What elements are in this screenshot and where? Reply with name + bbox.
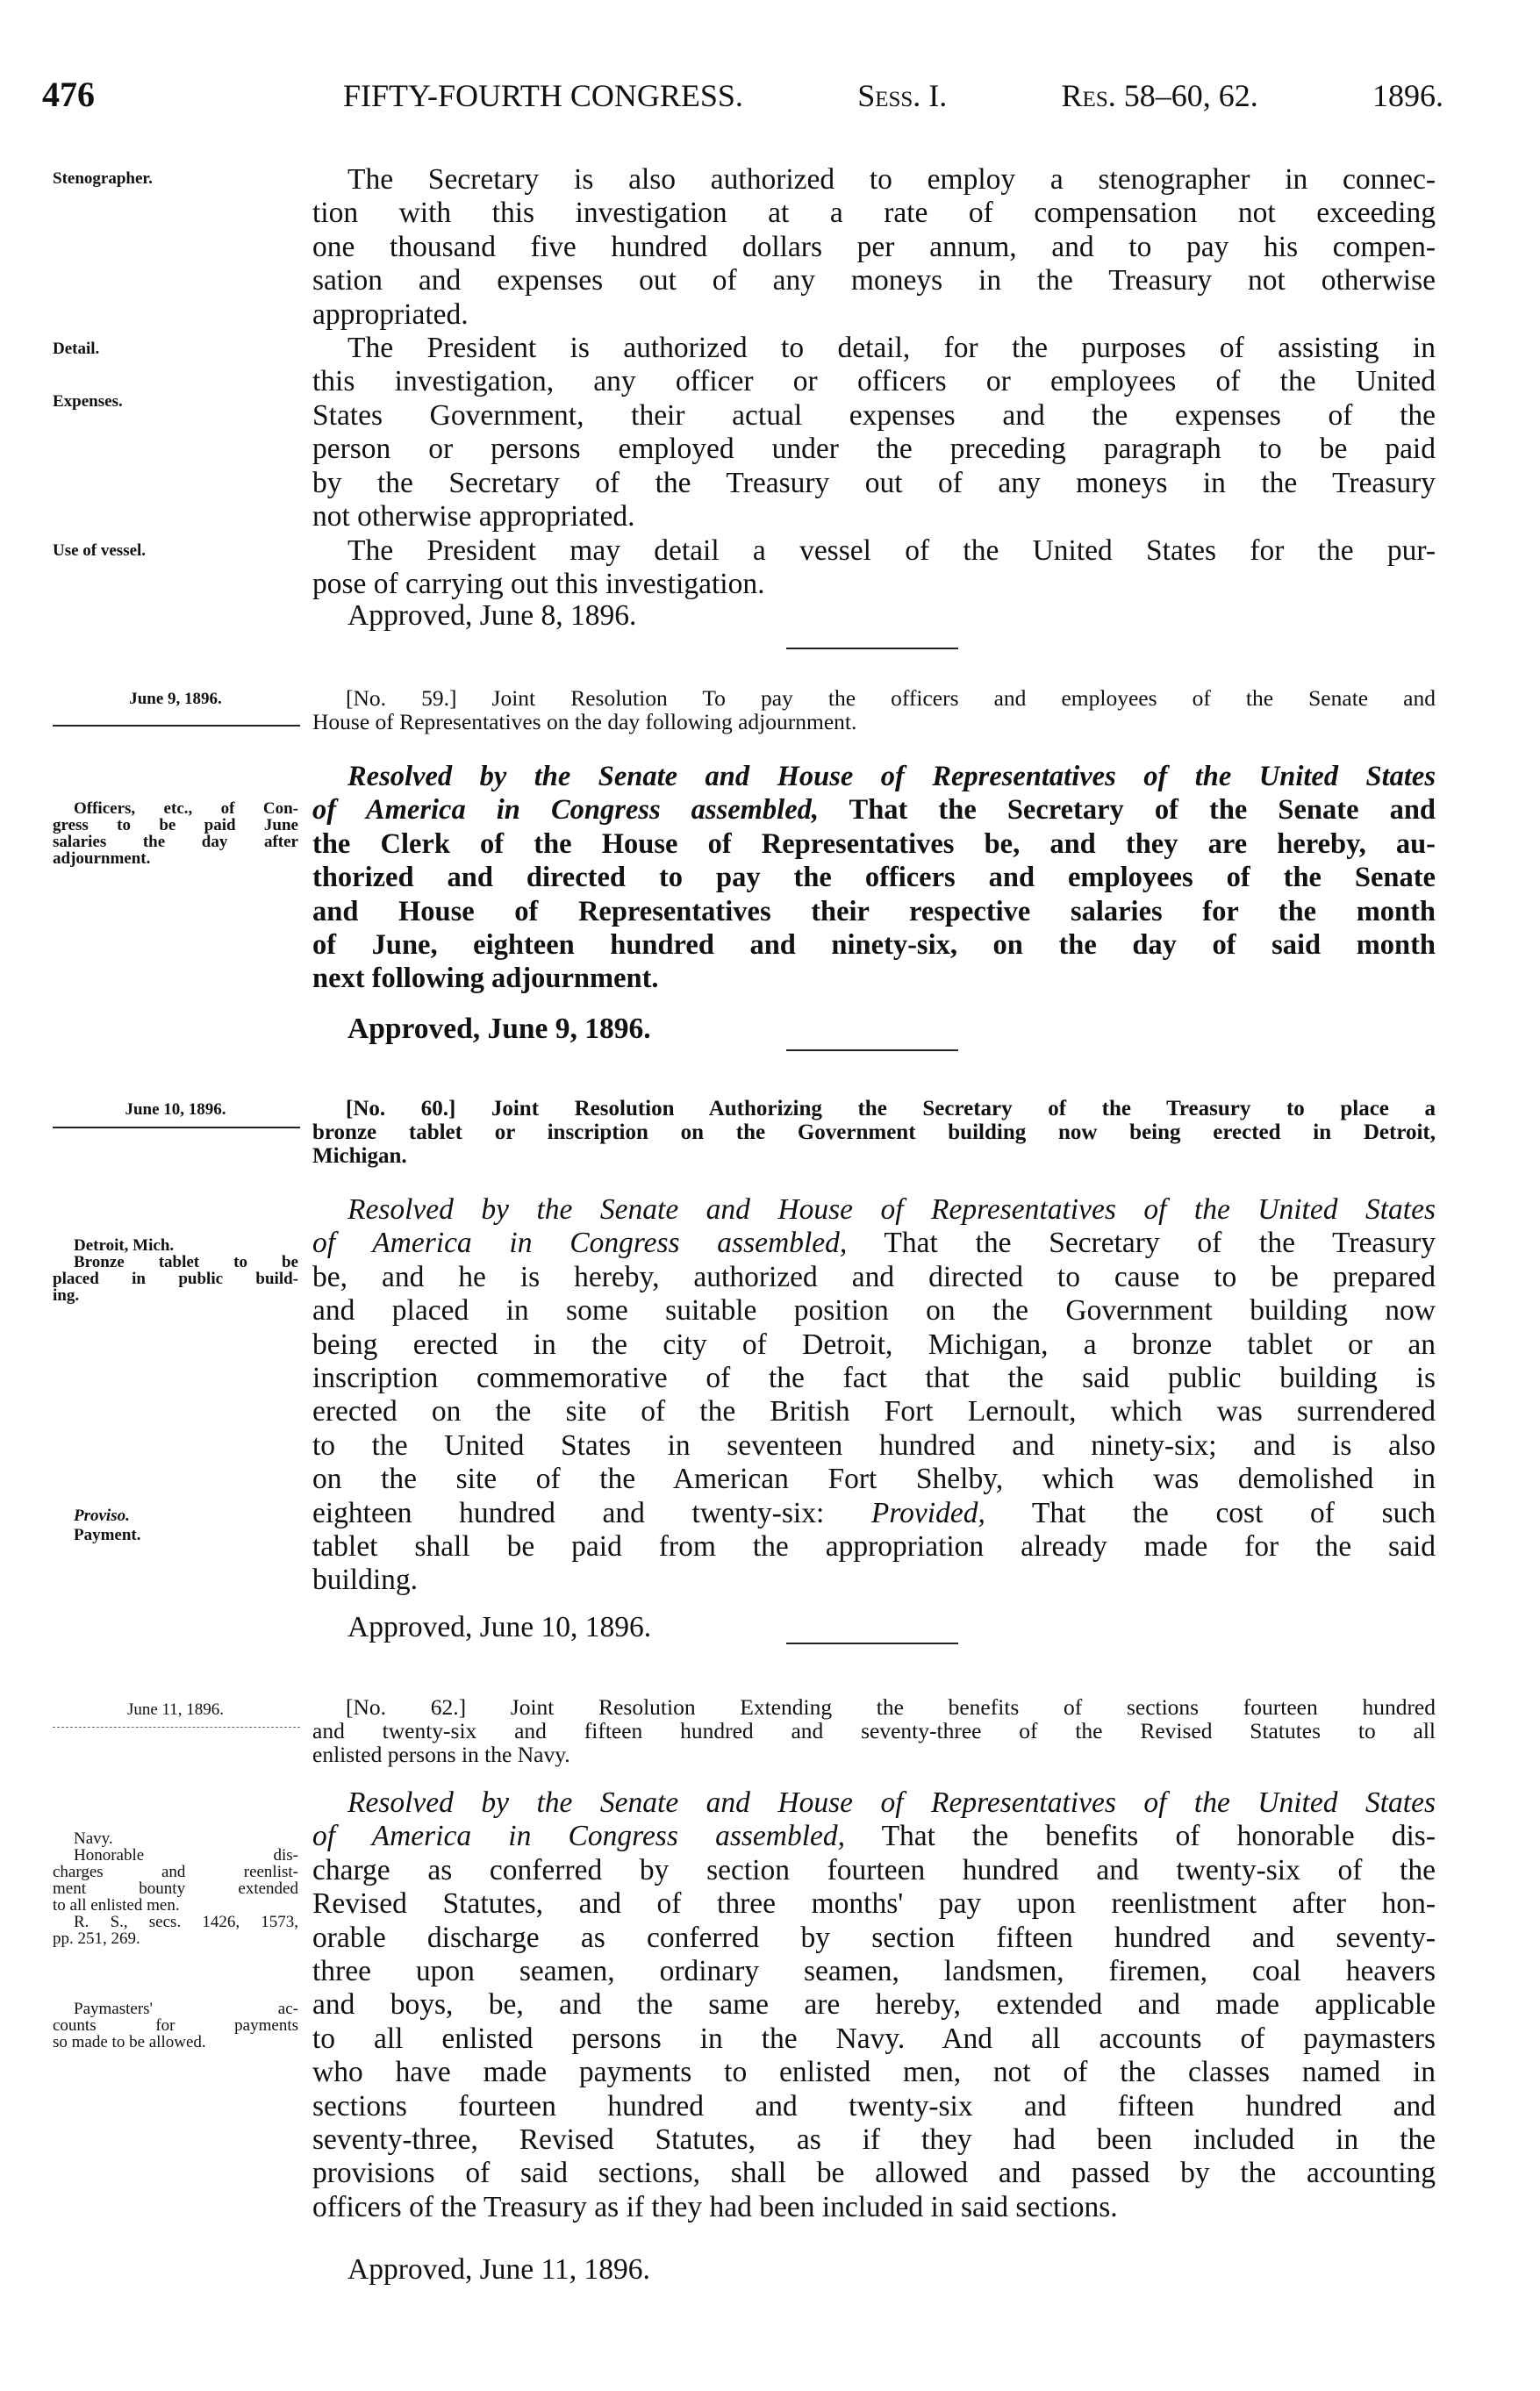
text-segment: [No. 59.] Joint Resolution To pay the officers and employees of the Senate and <box>346 685 1436 711</box>
text-segment: by the Secretary of the Treasury out of any moneys in the Treasury <box>312 466 1436 499</box>
margin-note-vessel <box>53 542 298 559</box>
text-line <box>312 163 1436 197</box>
text-segment: That the Secretary of the Senate and <box>819 794 1436 827</box>
text-line: ment bounty extended <box>53 1879 298 1898</box>
text-line <box>312 1922 1436 1955</box>
text-line <box>312 568 1436 601</box>
text-segment: provisions of said sections, shall be allowed and passed by the accounting <box>312 2157 1436 2190</box>
text-segment: House of Representatives on the day following adjournment. <box>312 709 857 734</box>
date-june-11: June 11, 1896. <box>126 1700 225 1719</box>
text-line <box>312 1564 1436 1597</box>
text-segment: officers of the Treasury as if they had been included in said sections. <box>312 2190 1118 2223</box>
text-line: counts for payments <box>53 2016 298 2035</box>
margin-note-honorable-discharge <box>53 1847 298 1914</box>
text-line <box>312 1530 1436 1564</box>
margin-note-revised-statutes <box>53 1914 298 1947</box>
text-line <box>312 1955 1436 1988</box>
text-line: Paymasters' ac- <box>74 2000 298 2018</box>
paragraph-stenographer <box>312 163 1436 332</box>
text-line: Stenographer. <box>53 169 153 188</box>
text-line <box>312 1463 1436 1496</box>
text-segment: to the United States in seventeen hundred and ninety-six; and is also <box>312 1428 1436 1462</box>
text-segment: Revised Statutes, and of three months' pay upon reenlistment after hon- <box>312 1887 1436 1921</box>
text-line <box>312 861 1436 894</box>
text-line <box>312 1362 1436 1395</box>
text-line <box>312 399 1436 433</box>
text-line <box>312 1786 1436 1820</box>
text-line <box>312 1261 1436 1294</box>
text-segment: and twenty-six and fifteen hundred and seventy-three of the Revised Statutes to all <box>312 1718 1436 1743</box>
divider <box>786 1049 958 1051</box>
text-segment: on the site of the American Fort Shelby, which was demolished in <box>312 1463 1436 1496</box>
text-segment: next following adjournment. <box>312 963 659 995</box>
text-segment: inscription commemorative of the fact that the said public building is <box>312 1361 1436 1394</box>
text-segment: sation and expenses out of any moneys in the Treasury not otherwise <box>312 264 1436 297</box>
italic-text: Provided, <box>870 1496 985 1529</box>
text-line <box>312 1120 1436 1144</box>
text-line <box>312 2090 1436 2123</box>
text-segment: tion with this investigation at a rate of compensation not exceeding <box>312 197 1436 230</box>
text-line: gress to be paid June <box>53 816 298 834</box>
text-line <box>312 1294 1436 1328</box>
text-segment: three upon seamen, ordinary seamen, landsmen, firemen, coal heavers <box>312 1954 1436 1987</box>
text-segment: be, and he is hereby, authorized and directed to cause to be prepared <box>312 1260 1436 1293</box>
italic-text: Resolved by the Senate and House of Representatives of the United States <box>347 1193 1436 1226</box>
text-segment: orable discharge as conferred by section fifteen hundred and seventy- <box>312 1921 1436 1954</box>
text-line <box>312 895 1436 928</box>
text-line <box>312 1887 1436 1921</box>
text-line: to all enlisted men. <box>53 1896 180 1915</box>
margin-note-bronze-tablet <box>53 1254 298 1304</box>
text-line: Bronze tablet to be <box>74 1253 298 1271</box>
paragraph-vessel <box>312 534 1436 602</box>
resolution-60-text <box>312 1193 1436 1598</box>
divider <box>786 1643 958 1644</box>
resolution-62-text <box>312 1786 1436 2224</box>
text-line: R. S., secs. 1426, 1573, <box>74 1913 298 1931</box>
text-line <box>312 534 1436 568</box>
text-segment: charge as conferred by section fourteen hundred and twenty-six of the <box>312 1853 1436 1886</box>
running-head-congress: FIFTY-FOURTH CONGRESS. <box>343 78 743 113</box>
margin-note-detroit <box>74 1237 319 1254</box>
resolution-60-title <box>312 1097 1436 1168</box>
text-segment: to all enlisted persons in the Navy. And all accounts of paymasters <box>312 2022 1436 2055</box>
text-segment: not otherwise appropriated. <box>312 499 635 533</box>
text-line <box>312 433 1436 466</box>
margin-note-stenographer <box>53 170 298 187</box>
date-june-10: June 10, 1896. <box>125 1100 226 1119</box>
text-line <box>312 1988 1436 2022</box>
text-line <box>312 1193 1436 1227</box>
text-segment: appropriated. <box>312 297 469 331</box>
text-segment: That the Secretary of the Treasury <box>847 1227 1436 1260</box>
text-line <box>312 962 1436 995</box>
text-line <box>312 231 1436 264</box>
text-line <box>312 1854 1436 1887</box>
resolution-59-title <box>312 686 1436 734</box>
running-head-year: 1896. <box>1372 78 1443 113</box>
text-segment: That the benefits of honorable dis- <box>845 1820 1436 1853</box>
text-segment: and placed in some suitable position on the Government building now <box>312 1294 1436 1328</box>
text-line <box>312 1328 1436 1362</box>
text-segment: [No. 60.] Joint Resolution Authorizing the Secretary of the Treasury to place a <box>346 1097 1436 1120</box>
italic-text: Resolved by the Senate and House of Representatives of the United States <box>347 1786 1436 1819</box>
text-segment: pose of carrying out this investigation. <box>312 568 765 601</box>
text-segment: bronze tablet or inscription on the Government building now being erected in Detroit, <box>312 1120 1436 1144</box>
text-segment: erected on the site of the British Fort Lernoult, which was surrendered <box>312 1395 1436 1428</box>
text-segment: who have made payments to enlisted men, not of the classes named in <box>312 2056 1436 2089</box>
text-segment: enlisted persons in the Navy. <box>312 1742 570 1767</box>
divider <box>53 725 300 727</box>
text-line <box>312 2123 1436 2157</box>
text-segment: tablet shall be paid from the appropriation already made for the said <box>312 1529 1436 1563</box>
text-line <box>312 2056 1436 2089</box>
text-line: Navy. <box>74 1829 113 1848</box>
text-segment: eighteen hundred and twenty-six: <box>312 1496 871 1529</box>
text-line <box>312 1395 1436 1428</box>
text-line <box>312 827 1436 861</box>
text-segment: Michigan. <box>312 1144 407 1168</box>
italic-text: Resolved by the Senate and House of Representatives of the United States <box>347 761 1436 792</box>
text-line <box>312 1227 1436 1260</box>
text-segment: [No. 62.] Joint Resolution Extending the benefits of sections fourteen hundred <box>346 1694 1436 1720</box>
text-segment: seventy-three, Revised Statutes, as if they had been included in the <box>312 2123 1436 2156</box>
date-june-9: June 9, 1896. <box>129 690 222 708</box>
margin-note-proviso <box>74 1507 319 1524</box>
text-segment: person or persons employed under the preceding paragraph to be paid <box>312 433 1436 466</box>
text-segment: States Government, their actual expenses and the expenses of the <box>312 398 1436 432</box>
running-head <box>343 77 1443 114</box>
text-line: Honorable dis- <box>74 1846 298 1865</box>
text-line: adjournment. <box>53 849 151 868</box>
margin-note-navy <box>74 1830 319 1847</box>
text-line: Expenses. <box>53 392 123 411</box>
text-line <box>312 1743 1436 1766</box>
divider <box>53 1127 300 1128</box>
text-line <box>312 467 1436 500</box>
text-line <box>312 1144 1436 1168</box>
text-line <box>312 793 1436 827</box>
text-line: Detroit, Mich. <box>74 1236 175 1255</box>
text-line: Payment. <box>74 1526 141 1544</box>
text-segment: this investigation, any officer or officers or employees of the United <box>312 365 1436 398</box>
text-line <box>312 1695 1436 1719</box>
text-segment: and House of Representatives their respective salaries for the month <box>312 895 1436 927</box>
text-line <box>312 332 1436 365</box>
text-segment: sections fourteen hundred and twenty-six and fifteen hundred and <box>312 2089 1436 2123</box>
text-line: Detail. <box>53 340 100 358</box>
divider <box>53 1727 300 1728</box>
margin-note-detail <box>53 340 298 357</box>
text-line <box>312 1097 1436 1120</box>
text-line: Proviso. <box>74 1507 130 1525</box>
italic-text: of America in Congress assembled, <box>312 1227 848 1260</box>
text-segment: building. <box>312 1564 419 1597</box>
text-segment: The President may detail a vessel of the United States for the pur- <box>347 534 1436 567</box>
text-line: Use of vessel. <box>53 541 147 560</box>
text-line <box>312 2022 1436 2056</box>
approved-june-10: Approved, June 10, 1896. <box>347 1611 652 1643</box>
margin-note-payment <box>74 1527 319 1543</box>
text-line: placed in public build- <box>53 1270 298 1288</box>
text-line <box>312 264 1436 297</box>
approved-june-8: Approved, June 8, 1896. <box>347 599 637 632</box>
resolution-62-title <box>312 1695 1436 1766</box>
text-line <box>312 1497 1436 1530</box>
text-line <box>312 1429 1436 1463</box>
approved-june-11: Approved, June 11, 1896. <box>347 2253 650 2286</box>
italic-text: of America in Congress assembled, <box>312 794 820 827</box>
running-head-resolutions: Res. 58–60, 62. <box>1061 78 1258 113</box>
running-head-session: Sess. I. <box>857 78 948 113</box>
text-line: pp. 251, 269. <box>53 1929 140 1948</box>
text-line <box>312 760 1436 793</box>
text-segment: The Secretary is also authorized to employ a stenographer in connec- <box>347 163 1436 196</box>
text-line <box>312 928 1436 962</box>
resolution-59-text <box>312 760 1436 996</box>
text-line <box>312 686 1436 710</box>
italic-text: of America in Congress assembled, <box>312 1820 846 1853</box>
text-segment: The President is authorized to detail, for the purposes of assisting in <box>347 332 1436 364</box>
text-line: ing. <box>53 1286 80 1305</box>
margin-note-officers <box>53 800 298 867</box>
text-segment: the Clerk of the House of Representatives be, and they are hereby, au- <box>312 827 1436 860</box>
divider <box>786 648 958 649</box>
margin-note-expenses <box>53 393 298 410</box>
text-line <box>312 500 1436 533</box>
text-line <box>312 197 1436 230</box>
text-line <box>312 710 1436 734</box>
text-line: charges and reenlist- <box>53 1863 298 1881</box>
text-segment: and boys, be, and the same are hereby, extended and made applicable <box>312 1988 1436 2022</box>
text-line: Officers, etc., of Con- <box>74 799 298 818</box>
text-segment: being erected in the city of Detroit, Michigan, a bronze tablet or an <box>312 1328 1436 1361</box>
text-segment: one thousand five hundred dollars per annum, and to pay his compen- <box>312 230 1436 263</box>
text-line: salaries the day after <box>53 833 298 851</box>
approved-june-9: Approved, June 9, 1896. <box>347 1013 651 1045</box>
page-number: 476 <box>42 75 95 114</box>
text-line <box>312 298 1436 332</box>
text-segment: thorized and directed to pay the officers and employees of the Senate <box>312 862 1436 894</box>
text-line <box>312 1719 1436 1743</box>
margin-note-paymasters <box>53 2001 298 2051</box>
text-line <box>312 2191 1436 2224</box>
text-segment: That the cost of such <box>985 1496 1436 1529</box>
text-line: so made to be allowed. <box>53 2033 206 2051</box>
text-segment: of June, eighteen hundred and ninety-six, on the day of said month <box>312 928 1436 961</box>
text-line <box>312 1820 1436 1853</box>
text-line <box>312 365 1436 398</box>
text-line <box>312 2157 1436 2190</box>
paragraph-detail <box>312 332 1436 533</box>
